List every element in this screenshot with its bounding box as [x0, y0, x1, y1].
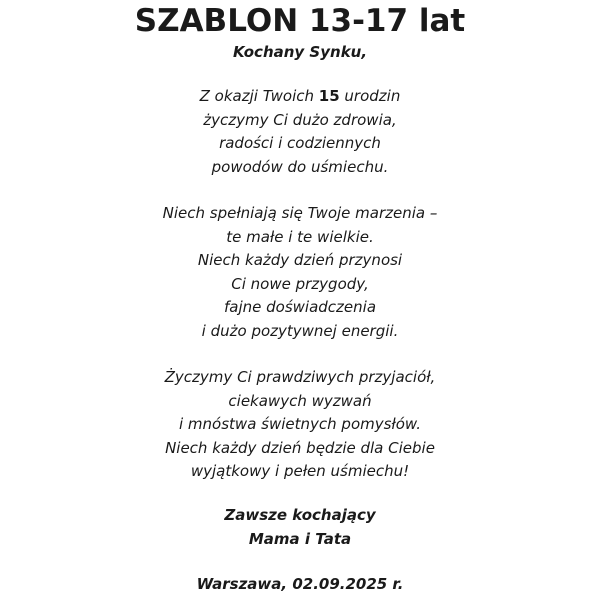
stanza-2-line-5: fajne doświadczenia [223, 298, 377, 316]
stanza-3-line-2: ciekawych wyzwań [228, 391, 372, 410]
place-and-date: Warszawa, 02.09.2025 r. [196, 575, 404, 593]
stanza-1-line-2: życzymy Ci dużo zdrowia, [203, 110, 397, 129]
stanza-1-line-3: radości i codziennych [219, 134, 381, 152]
stanza-1-line-4: powodów do uśmiechu. [211, 157, 389, 176]
signature-line-1: Zawsze kochający [224, 506, 376, 524]
stanza-3-line-4: Niech każdy dzień będzie dla Ciebie [165, 438, 435, 457]
line-suffix: urodzin [339, 87, 401, 105]
stanza-2-line-6: i dużo pozytywnej energii. [201, 321, 399, 340]
stanza-2 [0, 202, 600, 343]
stanza-3-line-5: wyjątkowy i pełen uśmiechu! [190, 462, 410, 480]
stanza-3-line-3: i mnóstwa świetnych pomysłów. [179, 415, 421, 433]
stanza-2-line-4: Ci nowe przygody, [231, 274, 369, 293]
stanza-2-line-2: te małe i te wielkie. [226, 227, 374, 246]
line-prefix: Z okazji Twoich [199, 87, 319, 105]
signature-line-2: Mama i Tata [248, 529, 352, 548]
stanza-2-line-1: Niech spełniają się Twoje marzenia – [162, 204, 438, 222]
stanza-1 [0, 85, 600, 179]
stanza-3 [0, 366, 600, 484]
signature [0, 504, 600, 551]
stanza-2-line-3: Niech każdy dzień przynosi [197, 251, 403, 269]
stanza-3-line-1: Życzymy Ci prawdziwych przyjaciół, [164, 368, 436, 386]
page-title: SZABLON 13-17 lat [134, 3, 466, 39]
stanza-1-line-1 [0, 85, 600, 109]
greeting-line: Kochany Synku, [232, 43, 368, 61]
age-value: 15 [318, 87, 340, 105]
